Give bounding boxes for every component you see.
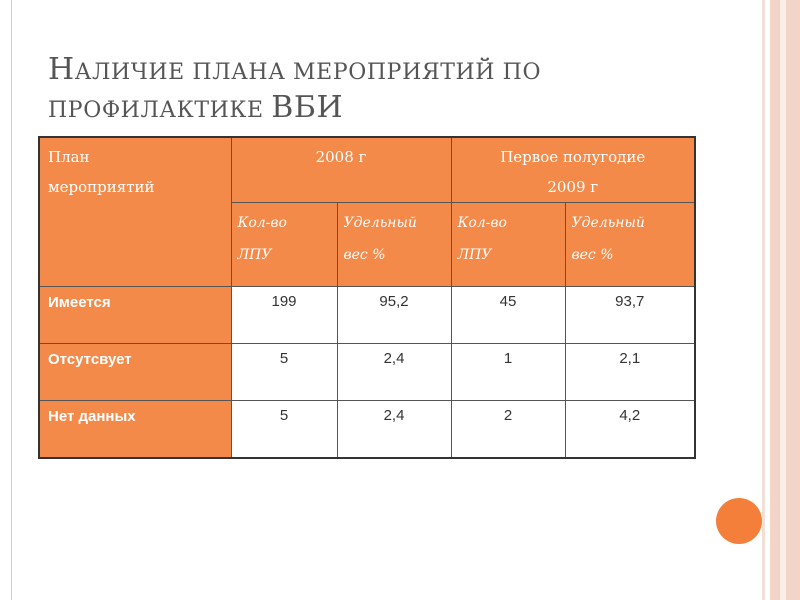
subheader-count-2009 (451, 203, 565, 287)
subheader-share-2008 (337, 203, 451, 287)
subheader-share-2009 (565, 203, 695, 287)
row-label: Отсутсвует (39, 344, 231, 401)
row-label: Нет данных (39, 401, 231, 458)
corner-header-line1: План (48, 148, 90, 166)
subheader-line: ЛПУ (237, 247, 272, 263)
group-header-2009-line2: 2009 г (547, 178, 599, 196)
slide-right-border-decoration (762, 0, 800, 600)
slide-left-border (0, 0, 12, 600)
table-cell: 5 (231, 344, 337, 401)
subheader-line: вес % (343, 247, 386, 263)
table-cell: 2,4 (337, 401, 451, 458)
data-table (38, 136, 696, 459)
group-header-2008-label: 2008 г (315, 148, 367, 166)
row-label: Имеется (39, 287, 231, 344)
table-row (39, 401, 695, 458)
slide-title (48, 52, 748, 128)
table-row (39, 344, 695, 401)
table-cell: 95,2 (337, 287, 451, 344)
subheader-count-2008 (231, 203, 337, 287)
table-cell: 93,7 (565, 287, 695, 344)
title-capital-letter: Н (48, 52, 75, 87)
decorative-circle (716, 498, 762, 544)
table-cell: 4,2 (565, 401, 695, 458)
subheader-line: Кол-во (237, 215, 287, 231)
subheader-line: Удельный (571, 215, 645, 231)
table-header-row (39, 137, 695, 203)
group-header-2009-line1: Первое полугодие (500, 148, 646, 166)
table-cell: 1 (451, 344, 565, 401)
corner-header-line2: мероприятий (48, 178, 155, 196)
group-header-2008 (231, 137, 451, 203)
table-cell: 45 (451, 287, 565, 344)
table-cell: 5 (231, 401, 337, 458)
subheader-line: вес % (571, 247, 614, 263)
table-row (39, 287, 695, 344)
title-line1-text: АЛИЧИЕ ПЛАНА МЕРОПРИЯТИЙ ПО (74, 60, 542, 85)
table-cell: 2,1 (565, 344, 695, 401)
table-cell: 199 (231, 287, 337, 344)
title-acronym: ВБИ (271, 90, 344, 125)
table-cell: 2 (451, 401, 565, 458)
group-header-2009-h1 (451, 137, 695, 203)
subheader-line: ЛПУ (457, 247, 492, 263)
title-line2-text: ПРОФИЛАКТИКЕ (48, 98, 272, 123)
subheader-line: Удельный (343, 215, 417, 231)
table-cell: 2,4 (337, 344, 451, 401)
subheader-line: Кол-во (457, 215, 507, 231)
corner-header-cell (39, 137, 231, 287)
